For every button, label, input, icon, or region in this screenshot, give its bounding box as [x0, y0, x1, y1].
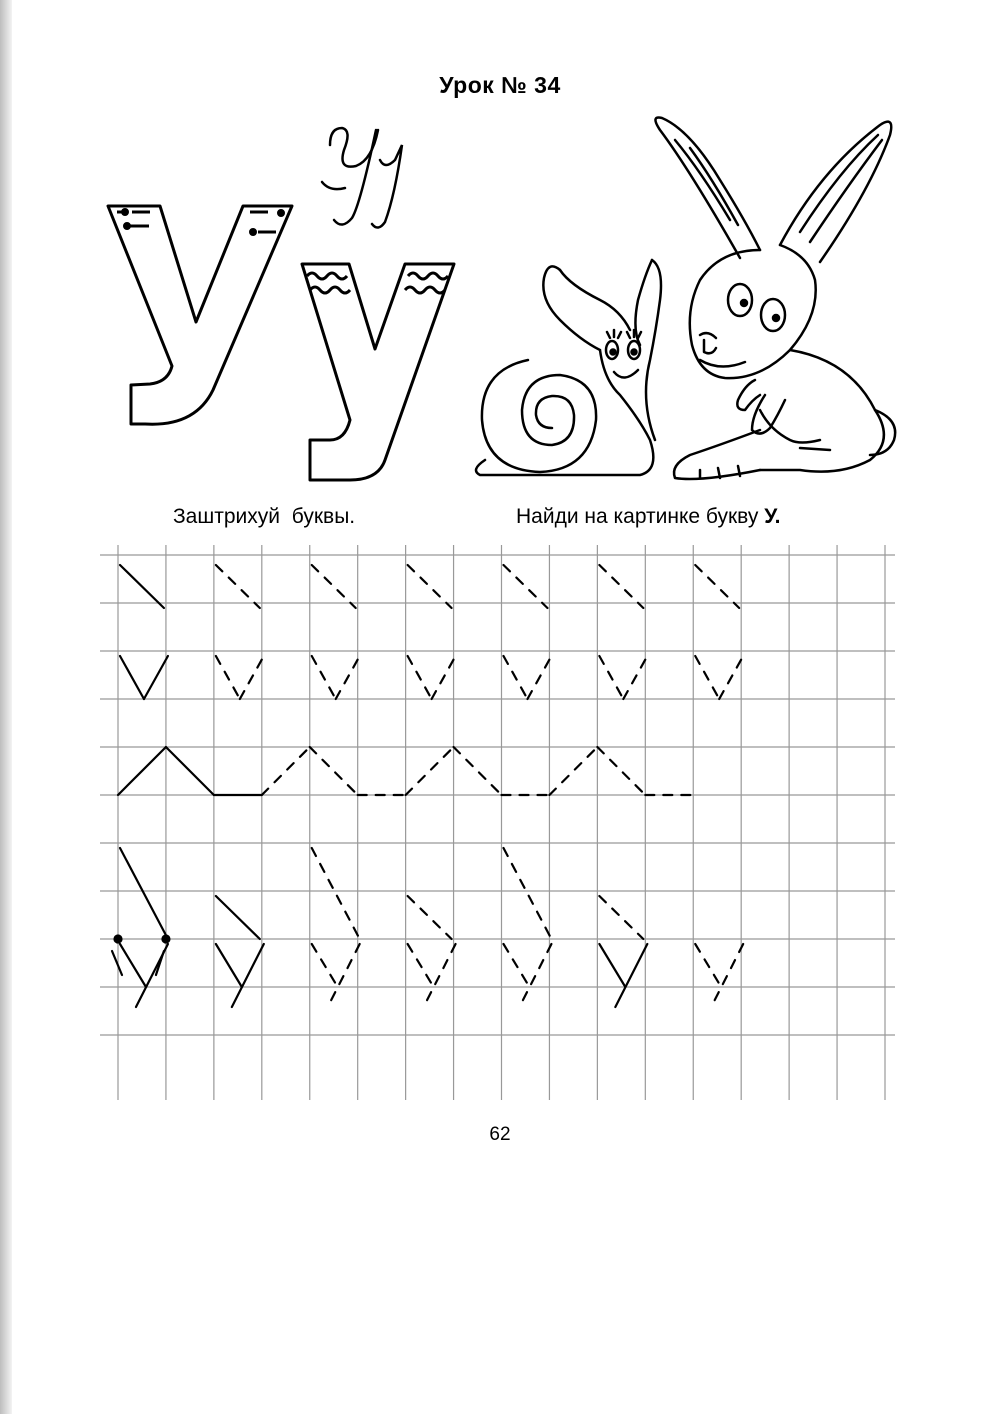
- trace-stroke: [408, 565, 452, 608]
- trace-stroke: [504, 848, 552, 939]
- trace-stroke: [328, 944, 360, 1007]
- trace-stroke: [216, 896, 260, 939]
- trace-stroke: [623, 656, 647, 699]
- print-letter-lowercase-icon: [302, 264, 454, 480]
- trace-stroke: [504, 565, 548, 608]
- trace-stroke: [118, 747, 166, 795]
- trace-stroke: [216, 565, 260, 608]
- trace-stroke: [336, 656, 360, 699]
- page-number: 62: [489, 1124, 511, 1145]
- trace-stroke: [216, 656, 240, 699]
- instruction-find-letter: У.: [764, 505, 781, 528]
- worksheet-grid: [100, 540, 900, 1110]
- trace-stroke: [615, 944, 647, 1007]
- trace-stroke: [166, 747, 214, 795]
- trace-stroke: [312, 848, 360, 939]
- trace-stroke: [519, 944, 551, 1007]
- trace-stroke: [504, 944, 530, 987]
- trace-stroke: [408, 944, 434, 987]
- trace-stroke: [599, 944, 625, 987]
- trace-stroke: [599, 656, 623, 699]
- trace-stroke: [432, 656, 456, 699]
- trace-stroke: [312, 944, 338, 987]
- rabbit-icon: [655, 118, 895, 480]
- print-letter-uppercase-icon: [108, 206, 292, 424]
- trace-stroke: [120, 848, 168, 939]
- snail-icon: [476, 260, 661, 475]
- trace-stroke: [408, 896, 452, 939]
- trace-stroke: [599, 896, 643, 939]
- trace-stroke: [408, 656, 432, 699]
- trace-stroke: [711, 944, 743, 1007]
- trace-stroke: [549, 747, 597, 795]
- trace-stroke: [504, 656, 528, 699]
- start-dot-icon: [162, 936, 169, 943]
- trace-stroke: [599, 565, 643, 608]
- trace-stroke: [120, 944, 146, 987]
- trace-stroke: [240, 656, 264, 699]
- illustration: [0, 0, 1000, 500]
- arrow-icon: [112, 951, 122, 975]
- trace-stroke: [262, 747, 310, 795]
- instruction-find-text: Найди на картинке букву: [516, 505, 759, 528]
- trace-stroke: [406, 747, 454, 795]
- trace-stroke: [310, 747, 358, 795]
- trace-stroke: [144, 656, 168, 699]
- trace-stroke: [695, 944, 721, 987]
- trace-stroke: [719, 656, 743, 699]
- instruction-hatch: Заштрихуй буквы.: [173, 505, 356, 528]
- trace-stroke: [312, 656, 336, 699]
- trace-stroke: [216, 944, 242, 987]
- trace-stroke: [232, 944, 264, 1007]
- trace-stroke: [695, 565, 739, 608]
- trace-stroke: [454, 747, 502, 795]
- trace-stroke: [312, 565, 356, 608]
- page-title: Урок № 34: [439, 72, 561, 98]
- trace-stroke: [424, 944, 456, 1007]
- trace-stroke: [120, 565, 164, 608]
- script-letters-icon: [322, 128, 402, 228]
- trace-stroke: [695, 656, 719, 699]
- instruction-find: [516, 505, 781, 529]
- trace-stroke: [120, 656, 144, 699]
- trace-stroke: [527, 656, 551, 699]
- trace-stroke: [597, 747, 645, 795]
- start-dot-icon: [115, 936, 122, 943]
